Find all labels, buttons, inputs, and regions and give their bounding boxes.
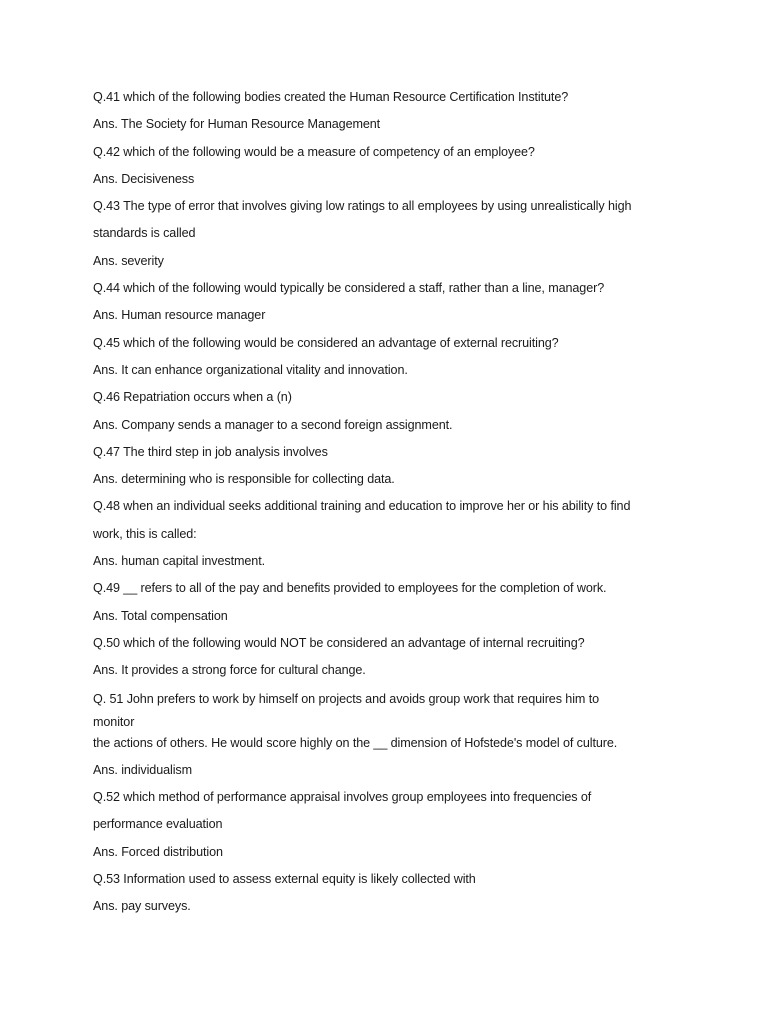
answer-line: Ans. Forced distribution: [93, 844, 223, 859]
question-line: Q.46 Repatriation occurs when a (n): [93, 390, 292, 405]
question-line-continued: monitor: [93, 714, 135, 729]
question-line: Q.49 __ refers to all of the pay and benefits provided to employees for the completion of work.: [93, 581, 607, 596]
answer-line: Ans. Human resource manager: [93, 308, 266, 323]
answer-line: Ans. It can enhance organizational vitality and innovation.: [93, 362, 408, 377]
question-line: Q.44 which of the following would typically be considered a staff, rather than a line, manager?: [93, 281, 605, 296]
answer-line: Ans. human capital investment.: [93, 554, 266, 569]
qa-text-block: [93, 84, 693, 921]
question-line-continued: performance evaluation: [93, 817, 223, 832]
question-line-continued: work, this is called:: [93, 526, 197, 541]
question-line: Q.48 when an individual seeks additional training and education to improve her or his ability to find: [93, 499, 631, 514]
answer-line: Ans. individualism: [93, 762, 192, 777]
question-line: Q.42 which of the following would be a measure of competency of an employee?: [93, 144, 535, 159]
question-line-continued: the actions of others. He would score highly on the __ dimension of Hofstede's model of culture.: [93, 735, 618, 750]
answer-line: Ans. determining who is responsible for collecting data.: [93, 472, 395, 487]
answer-line: Ans. The Society for Human Resource Management: [93, 117, 381, 132]
question-line: Q. 51 John prefers to work by himself on projects and avoids group work that requires him to: [93, 691, 599, 706]
answer-line: Ans. Decisiveness: [93, 171, 195, 186]
question-line: Q.47 The third step in job analysis involves: [93, 444, 328, 459]
question-line: Q.50 which of the following would NOT be considered an advantage of internal recruiting?: [93, 635, 585, 650]
question-line: Q.52 which method of performance appraisal involves group employees into frequencies of: [93, 790, 592, 805]
question-line: Q.41 which of the following bodies created the Human Resource Certification Institute?: [93, 90, 569, 104]
question-line: Q.53 Information used to assess external equity is likely collected with: [93, 872, 476, 887]
question-line: Q.43 The type of error that involves giving low ratings to all employees by using unrealistically high: [93, 199, 632, 214]
question-line: Q.45 which of the following would be considered an advantage of external recruiting?: [93, 335, 559, 350]
answer-line: Ans. severity: [93, 253, 164, 268]
answer-line: Ans. It provides a strong force for cultural change.: [93, 663, 366, 678]
answer-line: Ans. Total compensation: [93, 608, 228, 623]
question-line-continued: standards is called: [93, 226, 196, 241]
answer-line: Ans. pay surveys.: [93, 899, 191, 914]
answer-line: Ans. Company sends a manager to a second foreign assignment.: [93, 417, 453, 432]
